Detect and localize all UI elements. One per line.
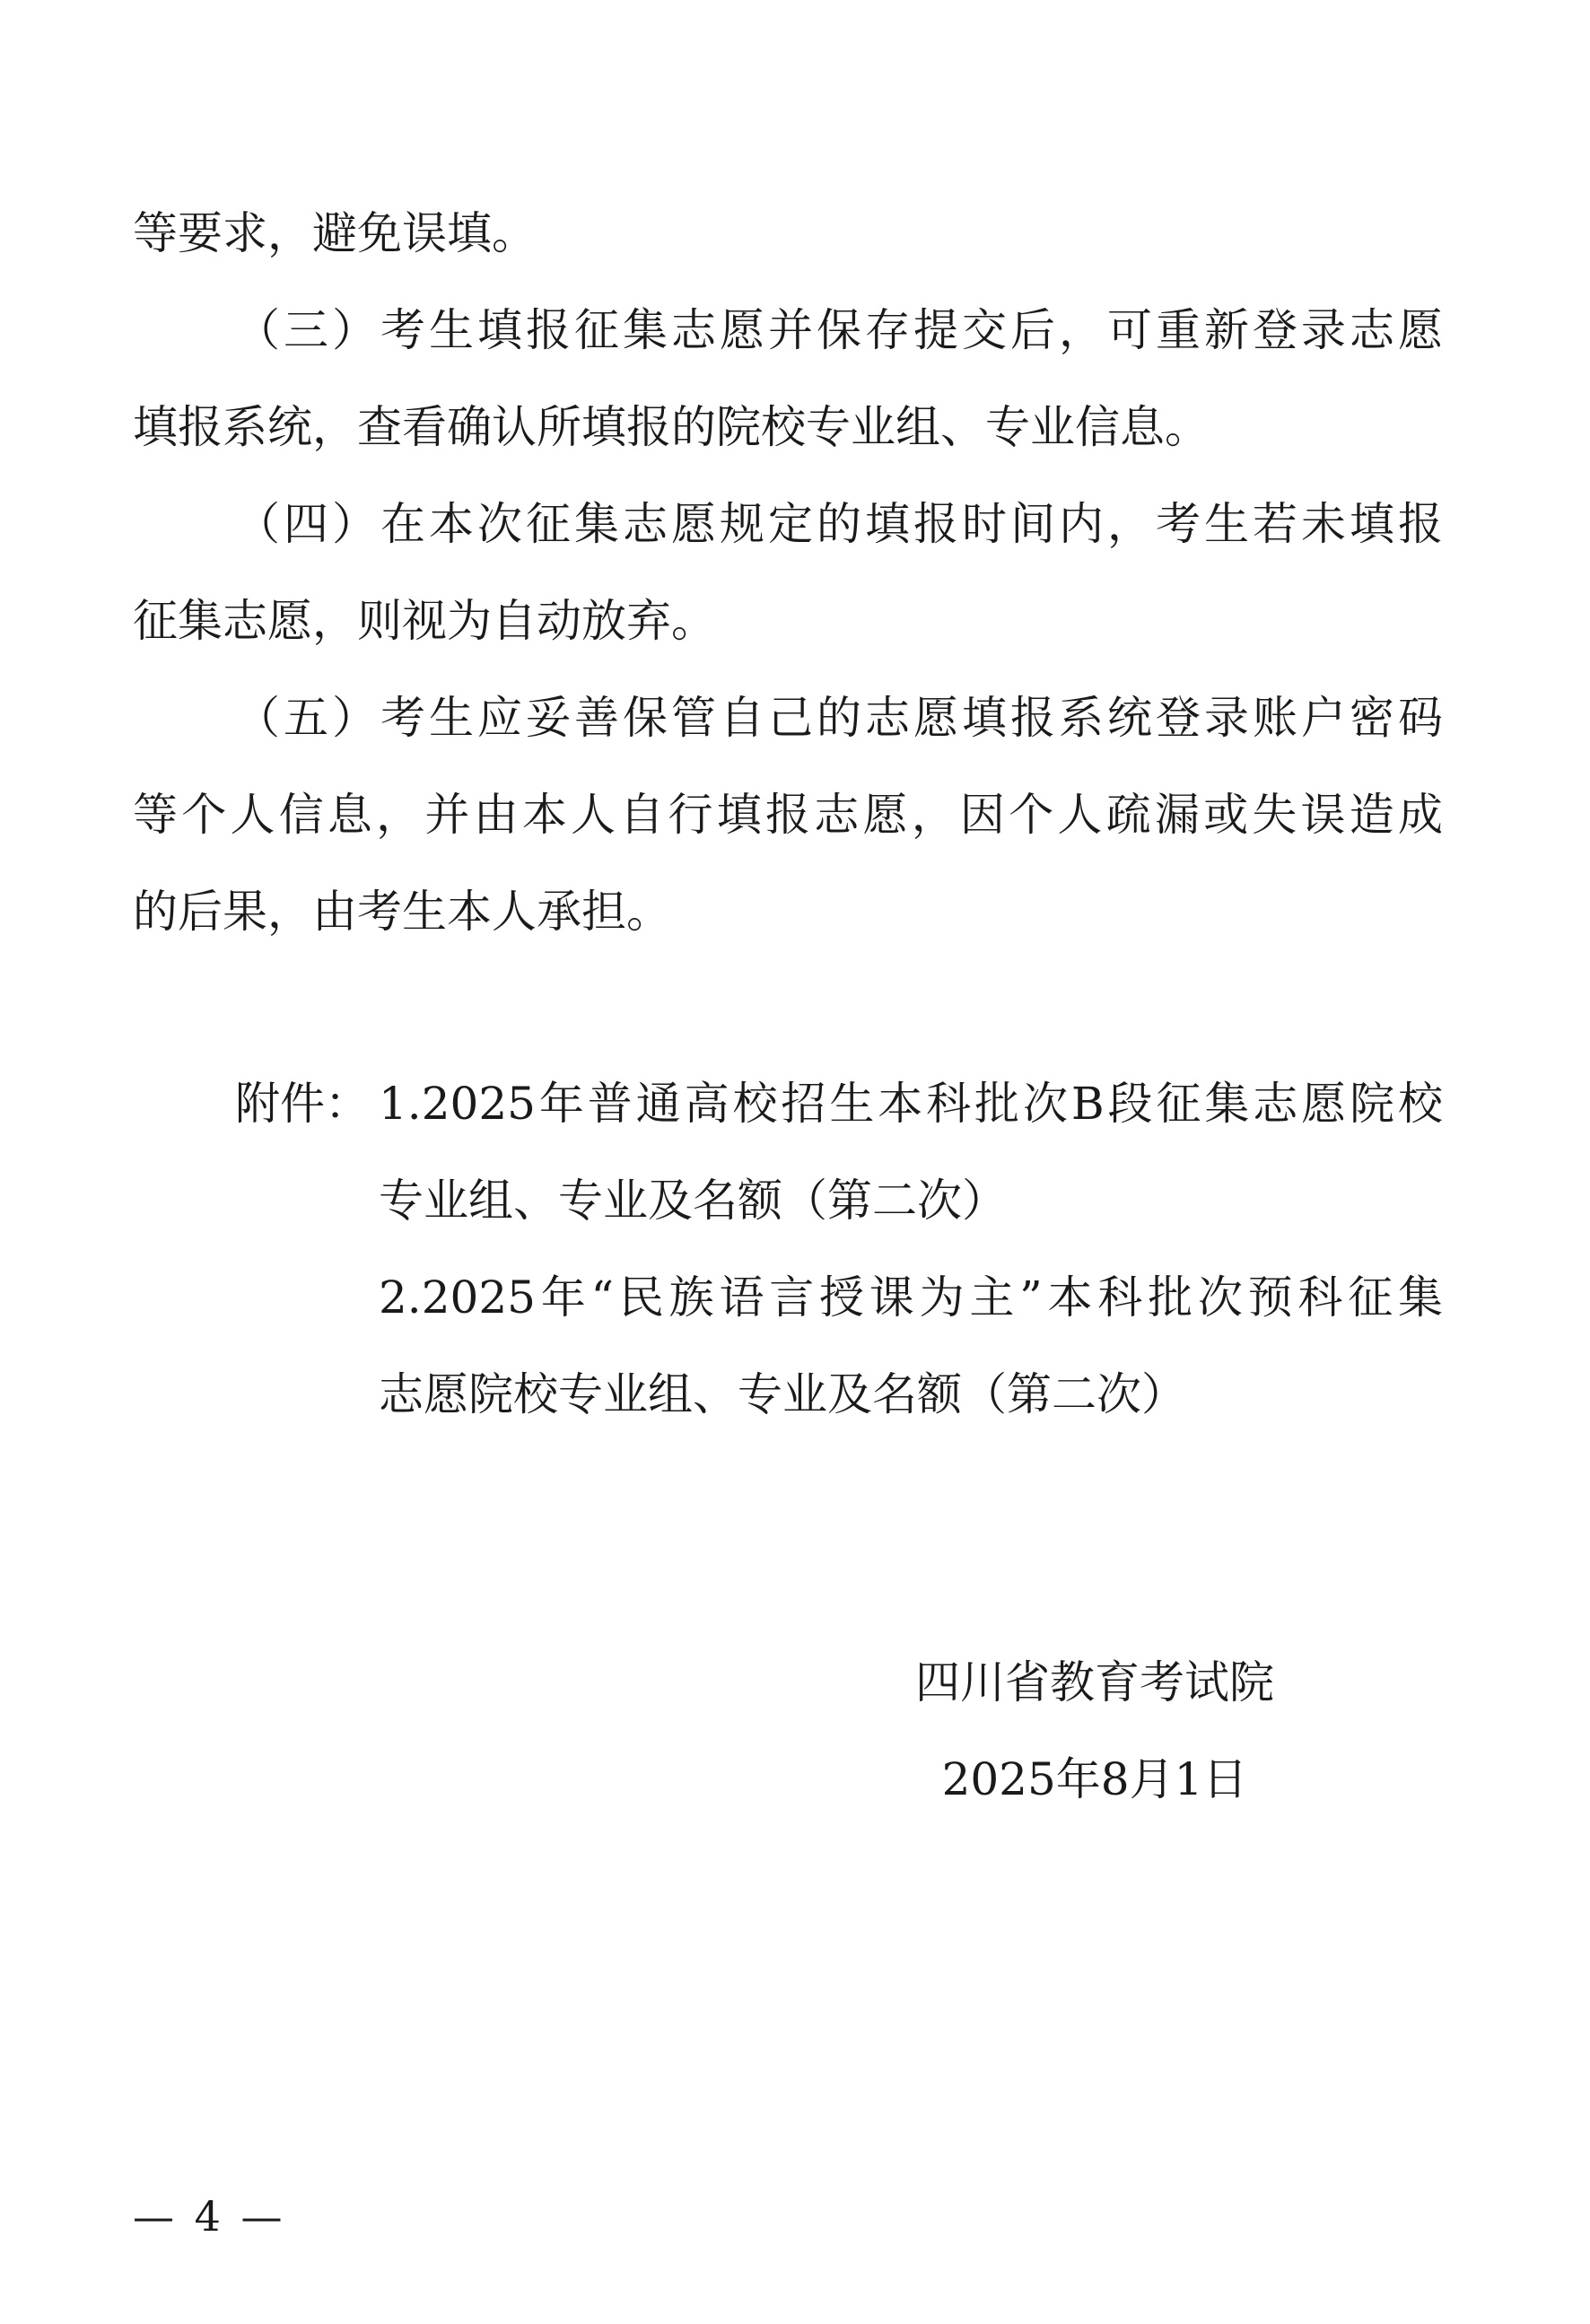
paragraph-5-line-1: （五）考生应妥善保管自己的志愿填报系统登录账户密码 [235, 692, 1443, 744]
body-line-1: 等要求，避免误填。 [133, 207, 537, 259]
attachment-2-line-1: 2.2025年“民族语言授课为主”本科批次预科征集 [379, 1271, 1443, 1324]
attachment-2-line-2: 志愿院校专业组、专业及名额（第二次） [379, 1368, 1186, 1420]
paragraph-3-line-2: 填报系统，查看确认所填报的院校专业组、专业信息。 [133, 401, 1210, 453]
issuing-organization: 四川省教育考试院 [915, 1656, 1274, 1708]
page-number: — 4 — [133, 2192, 286, 2241]
paragraph-3-line-1: （三）考生填报征集志愿并保存提交后，可重新登录志愿 [235, 304, 1443, 356]
paragraph-5-line-3: 的后果，由考生本人承担。 [133, 886, 671, 938]
attachments-label: 附件： [235, 1078, 370, 1130]
attachment-1-line-1: 1.2025年普通高校招生本科批次B段征集志愿院校 [379, 1078, 1443, 1130]
paragraph-4-line-1: （四）在本次征集志愿规定的填报时间内，考生若未填报 [235, 498, 1443, 550]
paragraph-5-line-2: 等个人信息，并由本人自行填报志愿，因个人疏漏或失误造成 [133, 789, 1443, 841]
paragraph-4-line-2: 征集志愿，则视为自动放弃。 [133, 595, 716, 647]
attachment-1-line-2: 专业组、专业及名额（第二次） [379, 1175, 1007, 1227]
issue-date: 2025年8月1日 [941, 1753, 1248, 1805]
